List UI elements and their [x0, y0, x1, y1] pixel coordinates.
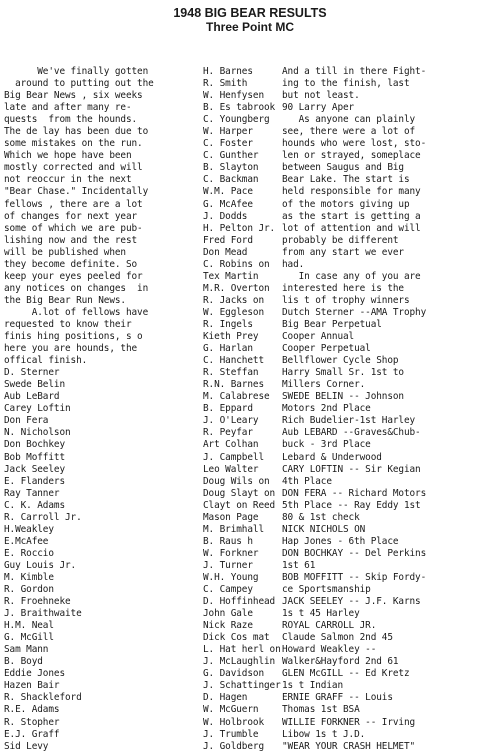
col2-line: J. Schattinger [203, 680, 281, 692]
col1-line: of changes for next year [4, 210, 138, 222]
col2-line: C. Hanchett [203, 355, 264, 367]
col3-line: held responsible for many [282, 186, 421, 198]
col1-line: R. Stopher [4, 716, 60, 728]
col1-line: around to putting out the [4, 78, 154, 90]
col2-line: J. McLaughlin [203, 656, 276, 668]
col3-line: probably be different [282, 234, 399, 246]
col3-line: 4th Place [282, 475, 332, 487]
col3-line: Bear Lake. The start is [282, 174, 410, 186]
col1-line: Big Bear News , six weeks [4, 90, 143, 102]
col1-line: Sid Levy [4, 740, 49, 752]
col2-line: Doug Slayt on [203, 487, 276, 499]
col1-line: B. Boyd [4, 656, 43, 668]
col2-line: Kieth Prey [203, 331, 259, 343]
col1-line: R. Froehneke [4, 596, 71, 608]
col2-line: M. Brimhall [203, 523, 264, 535]
col2-line: R. Smith [203, 78, 248, 90]
col2-line: W. Henfysen [203, 90, 264, 102]
col1-line: Hazen Bair [4, 680, 60, 692]
col1-line: G. McGill [4, 632, 54, 644]
col2-line: C. Backman [203, 174, 259, 186]
col3-line: Dutch Sterner --AMA Trophy [282, 306, 427, 318]
col1-line: lishing now and the rest [4, 234, 138, 246]
col1-line: Carey Loftin [4, 403, 71, 415]
col2-line: R.N. Barnes [203, 379, 264, 391]
col2-line: Dick Cos mat [203, 632, 270, 644]
col1-line: D. Sterner [4, 367, 60, 379]
col3-line: CARY LOFTIN -- Sir Kegian [282, 463, 421, 475]
col2-line: R. Peyfar [203, 427, 253, 439]
col2-line: R. Steffan [203, 367, 259, 379]
col3-line: In case any of you are [282, 270, 421, 282]
col3-line: And a till in there Fight- [282, 66, 427, 77]
col2-line: B. Eppard [203, 403, 253, 415]
col1-line: Guy Louis Jr. [4, 559, 77, 571]
column-1-text [4, 66, 194, 753]
col3-line: ce Sportsmanship [282, 584, 371, 596]
col2-line: W. Harper [203, 126, 253, 138]
col1-line: C. K. Adams [4, 499, 65, 511]
col3-line: Walker&Hayford 2nd 61 [282, 656, 399, 668]
col1-line: some of which we are pub- [4, 222, 143, 234]
col3-line: SWEDE BELIN -- Johnson [282, 391, 404, 403]
col2-line: G. Harlan [203, 343, 253, 355]
col1-line: fellows , there are a lot [4, 198, 143, 210]
col1-line: E.McAfee [4, 535, 49, 547]
col1-line: Bob Moffitt [4, 451, 65, 463]
col1-line: requested to know their [4, 318, 132, 330]
col3-line: as the start is getting a [282, 210, 421, 222]
col1-line: quests from the hounds. [4, 114, 138, 126]
col1-line: mostly corrected and will [4, 162, 143, 174]
col2-line: W. McGuern [203, 704, 259, 716]
col1-line: the Big Bear Run News. [4, 294, 126, 306]
col1-line: R. Shackleford [4, 692, 82, 704]
col3-line: As anyone can plainly [282, 114, 416, 126]
col2-line: D. Hagen [203, 692, 248, 704]
col1-line: H.M. Neal [4, 620, 54, 632]
col3-line: 1s t 45 Harley [282, 608, 360, 620]
col3-line: "WEAR YOUR CRASH HELMET" [282, 740, 416, 752]
col2-line: B. Raus h [203, 535, 253, 547]
col2-line: Don Mead [203, 246, 248, 258]
col1-line: M. Kimble [4, 571, 54, 583]
col2-line: C. Youngberg [203, 114, 270, 126]
col2-line: B. Es tabrook [203, 102, 276, 114]
col1-line: R. Gordon [4, 584, 54, 596]
col1-line: "Bear Chase." Incidentally [4, 186, 149, 198]
col3-line: Big Bear Perpetual [282, 318, 382, 330]
col2-line: Doug Wils on [203, 475, 270, 487]
col1-line: keep your eyes peeled for [4, 270, 143, 282]
col1-line: R.E. Adams [4, 704, 60, 716]
col1-line: finis hing positions, s o [4, 331, 143, 343]
col3-line: hounds who were lost, sto- [282, 138, 427, 150]
column-2-rider-list [203, 66, 287, 753]
col3-line: Bellflower Cycle Shop [282, 355, 399, 367]
col3-line: DON BOCHKAY -- Del Perkins [282, 547, 427, 559]
col1-line: will be published when [4, 246, 126, 258]
col2-line: J. Campbell [203, 451, 264, 463]
col2-line: J. Trumble [203, 728, 259, 740]
col3-line: from any start we ever [282, 246, 404, 258]
col1-line: E. Flanders [4, 475, 65, 487]
col2-line: R. Ingels [203, 318, 253, 330]
col2-line: Tex Martin [203, 270, 259, 282]
col3-line: 1st 61 [282, 559, 316, 571]
col3-line: Cooper Perpetual [282, 343, 371, 355]
col1-line: Don Bochkey [4, 439, 65, 451]
col1-line: Which we hope have been [4, 150, 132, 162]
col1-line: Don Fera [4, 415, 49, 427]
col2-line: H. Barnes [203, 66, 253, 77]
col2-line: J. Goldberg [203, 740, 264, 752]
col3-line: Claude Salmon 2nd 45 [282, 632, 393, 644]
col2-line: J. O'Leary [203, 415, 259, 427]
col2-line: C. Campey [203, 584, 253, 596]
col3-line: ERNIE GRAFF -- Louis [282, 692, 393, 704]
col3-line: lot of attention and will [282, 222, 421, 234]
col3-line: Aub LEBARD --Graves&Chub- [282, 427, 421, 439]
col1-line: offical finish. [4, 355, 88, 367]
col1-line: Jack Seeley [4, 463, 65, 475]
col3-line: Harry Small Sr. 1st to [282, 367, 404, 379]
col3-line: WILLIE FORKNER -- Irving [282, 716, 416, 728]
page-title: 1948 BIG BEAR RESULTS [173, 6, 327, 20]
col3-line: of the motors giving up [282, 198, 410, 210]
col1-line: late and after many re- [4, 102, 132, 114]
col1-line: some mistakes on the run. [4, 138, 143, 150]
col2-line: Nick Raze [203, 620, 253, 632]
col3-line: Hap Jones - 6th Place [282, 535, 399, 547]
col3-line: interested here is the [282, 282, 404, 294]
col2-line: W. Eggleson [203, 306, 264, 318]
col2-line: W.M. Pace [203, 186, 253, 198]
col2-line: Mason Page [203, 511, 259, 523]
col3-line: Rich Budelier-1st Harley [282, 415, 416, 427]
col1-line: any notices on changes in [4, 282, 149, 294]
col3-line: 90 Larry Aper [282, 102, 355, 114]
col2-line: Art Colhan [203, 439, 259, 451]
col1-line: N. Nicholson [4, 427, 71, 439]
column-3-text [282, 66, 496, 753]
col1-line: Aub LeBard [4, 391, 60, 403]
col1-line: Swede Belin [4, 379, 65, 391]
col2-line: M.R. Overton [203, 282, 270, 294]
col1-line: Sam Mann [4, 644, 49, 656]
col3-line: Thomas 1st BSA [282, 704, 360, 716]
col2-line: C. Gunther [203, 150, 259, 162]
col2-line: J. Dodds [203, 210, 248, 222]
col2-line: D. Hoffinhead [203, 596, 276, 608]
col2-line: B. Slayton [203, 162, 259, 174]
col1-line: A.lot of fellows have [4, 306, 149, 318]
col3-line: ROYAL CARROLL JR. [282, 620, 377, 632]
col2-line: Clayt on Reed [203, 499, 276, 511]
col3-line: GLEN McGILL -- Ed Kretz [282, 668, 410, 680]
col1-line: The de lay has been due to [4, 126, 149, 138]
page-header [0, 6, 500, 34]
col2-line: J. Turner [203, 559, 253, 571]
col3-line: lis t of trophy winners [282, 294, 410, 306]
col3-line: Howard Weakley -- [282, 644, 377, 656]
col2-line: Leo Walter [203, 463, 259, 475]
col3-line: buck - 3rd Place [282, 439, 371, 451]
col3-line: Motors 2nd Place [282, 403, 371, 415]
col2-line: C. Foster [203, 138, 253, 150]
col3-line: DON FERA -- Richard Motors [282, 487, 427, 499]
col2-line: M. Calabrese [203, 391, 270, 403]
col1-line: Eddie Jones [4, 668, 65, 680]
col2-line: H. Pelton Jr. [203, 222, 276, 234]
col2-line: John Gale [203, 608, 253, 620]
col3-line: 80 & 1st check [282, 511, 360, 523]
col3-line: but not least. [282, 90, 360, 102]
col2-line: L. Hat herl on [203, 644, 281, 656]
col2-line: W. Forkner [203, 547, 259, 559]
col1-line: We've finally gotten [4, 66, 149, 77]
col1-line: E. Roccio [4, 547, 54, 559]
page-subtitle: Three Point MC [205, 20, 294, 34]
col1-line: here you are hounds, the [4, 343, 138, 355]
col3-line: NICK NICHOLS ON [282, 523, 366, 535]
col3-line: len or strayed, someplace [282, 150, 421, 162]
col2-line: C. Robins on [203, 258, 270, 270]
col3-line: Cooper Annual [282, 331, 355, 343]
col3-line: Millers Corner. [282, 379, 366, 391]
col2-line: W. Holbrook [203, 716, 264, 728]
col1-line: H.Weakley [4, 523, 54, 535]
col3-line: had. [282, 258, 305, 270]
col3-line: Libow 1s t J.D. [282, 728, 366, 740]
col3-line: 5th Place -- Ray Eddy 1st [282, 499, 421, 511]
col2-line: R. Jacks on [203, 294, 264, 306]
col1-line: Ray Tanner [4, 487, 60, 499]
col1-line: not reoccur in the next [4, 174, 132, 186]
col1-line: E.J. Graff [4, 728, 60, 740]
col2-line: Fred Ford [203, 234, 253, 246]
col3-line: see, there were a lot of [282, 126, 416, 138]
col2-line: G. Davidson [203, 668, 264, 680]
col2-line: W.H. Young [203, 571, 259, 583]
col3-line: 1s t Indian [282, 680, 343, 692]
col2-line: G. McAfee [203, 198, 253, 210]
col1-line: R. Carroll Jr. [4, 511, 82, 523]
col3-line: BOB MOFFITT -- Skip Fordy- [282, 571, 427, 583]
col1-line: they become definite. So [4, 258, 138, 270]
col3-line: JACK SEELEY -- J.F. Karns [282, 596, 421, 608]
col1-line: J. Braithwaite [4, 608, 82, 620]
col3-line: ing to the finish, last [282, 78, 410, 90]
col3-line: Lebard & Underwood [282, 451, 382, 463]
col3-line: between Saugus and Big [282, 162, 404, 174]
